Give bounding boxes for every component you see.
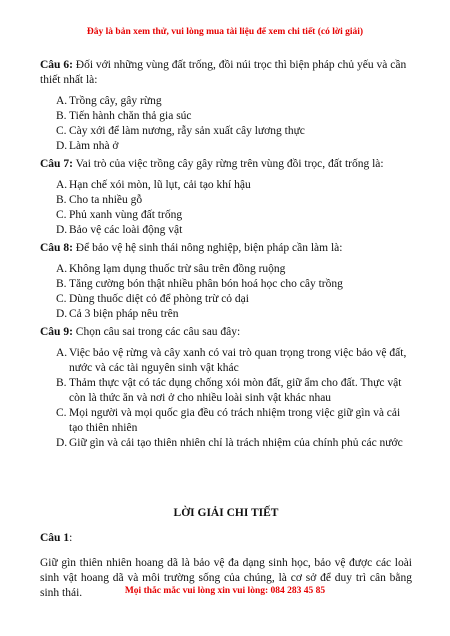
- option-letter: D.: [56, 224, 68, 236]
- question-stem: [40, 58, 412, 88]
- option-text: Bảo vệ các loài động vật: [69, 224, 183, 236]
- option-letter: D.: [56, 437, 68, 449]
- option-text: Dùng thuốc diệt cỏ để phòng trừ cỏ dại: [69, 293, 249, 305]
- answer-option: [56, 277, 412, 292]
- question-number: Câu 7:: [40, 158, 73, 170]
- option-text: Mọi người và mọi quốc gia đều có trách nhiệm trong việc giữ gìn và cải tạo thiên nhiên: [69, 407, 401, 434]
- option-letter: B.: [56, 194, 67, 206]
- option-text: Tiến hành chăn thả gia súc: [69, 110, 192, 122]
- answer-option: [56, 139, 412, 154]
- document-content: [40, 58, 412, 601]
- option-text: Phủ xanh vùng đất trống: [69, 209, 183, 221]
- answer-option: [56, 178, 412, 193]
- question-stem: [40, 325, 412, 340]
- answer-option: [56, 406, 412, 436]
- option-letter: B.: [56, 377, 67, 389]
- answer-question-label: [40, 531, 412, 546]
- option-text: Cày xới để làm nương, rẫy sản xuất cây lương thực: [69, 125, 305, 137]
- option-list: [40, 178, 412, 238]
- answer-option: [56, 193, 412, 208]
- option-letter: D.: [56, 140, 68, 152]
- contact-footer: Mọi thắc mắc vui lòng xin vui lòng: 084 283 45 85: [124, 586, 326, 596]
- option-letter: A.: [56, 347, 68, 359]
- answer-option: [56, 124, 412, 139]
- question-stem: [40, 157, 412, 172]
- question-text: Đối với những vùng đất trống, đồi núi trọc thì biện pháp chủ yếu và cần thiết nhất là:: [40, 59, 407, 86]
- question-list: [40, 58, 412, 451]
- question-text: Vai trò của việc trồng cây gây rừng trên vùng đồi trọc, đất trống là:: [75, 158, 384, 170]
- question-stem: [40, 241, 412, 256]
- answer-option: [56, 292, 412, 307]
- preview-banner: Đây là bản xem thử, vui lòng mua tài liệu để xem chi tiết (có lời giải): [86, 27, 364, 37]
- option-letter: C.: [56, 209, 67, 221]
- question-text: Chọn câu sai trong các câu sau đây:: [75, 326, 241, 338]
- option-list: [40, 94, 412, 154]
- option-letter: C.: [56, 293, 67, 305]
- answer-option: [56, 376, 412, 406]
- answer-option: [56, 94, 412, 109]
- option-text: Làm nhà ở: [69, 140, 119, 152]
- question-number: Câu 6:: [40, 59, 73, 71]
- option-letter: A.: [56, 263, 68, 275]
- answer-option: [56, 208, 412, 223]
- answer-section-title: LỜI GIẢI CHI TIẾT: [173, 507, 279, 519]
- option-list: [40, 262, 412, 322]
- answer-option: [56, 262, 412, 277]
- option-text: Tăng cường bón thật nhiều phân bón hoá học cho cây trồng: [69, 278, 343, 290]
- answer-q1-suffix: :: [69, 532, 73, 544]
- answer-paragraph: Giữ gìn thiên nhiên hoang dã là bảo vệ đa dạng sinh học, bảo vệ được các loài sinh vật hoang dã và môi trường sống của chúng, là cơ sở để duy trì cân bằng sinh thái.: [40, 557, 412, 599]
- question-number: Câu 9:: [40, 326, 73, 338]
- option-letter: D.: [56, 308, 68, 320]
- option-text: Hạn chế xói mòn, lũ lụt, cải tạo khí hậu: [69, 179, 251, 191]
- option-letter: C.: [56, 125, 67, 137]
- option-text: Thảm thực vật có tác dụng chống xói mòn đất, giữ ẩm cho đất. Thực vật còn là thức ăn và nơi ở cho nhiều loài sinh vật khác nhau: [69, 377, 402, 404]
- option-text: Cả 3 biện pháp nêu trên: [69, 308, 179, 320]
- answer-option: [56, 307, 412, 322]
- option-letter: B.: [56, 278, 67, 290]
- question-text: Để bảo vệ hệ sinh thái nông nghiệp, biện pháp cần làm là:: [75, 242, 343, 254]
- answer-option: [56, 109, 412, 124]
- option-text: Việc bảo vệ rừng và cây xanh có vai trò quan trọng trong việc bảo vệ đất, nước và các tài nguyên sinh vật khác: [69, 347, 407, 374]
- answer-option: [56, 223, 412, 238]
- option-letter: A.: [56, 95, 68, 107]
- option-text: Cho ta nhiều gỗ: [69, 194, 143, 206]
- option-letter: A.: [56, 179, 68, 191]
- option-text: Giữ gìn và cải tạo thiên nhiên chỉ là trách nhiệm của chính phủ các nước: [69, 437, 403, 449]
- option-letter: B.: [56, 110, 67, 122]
- answer-q1-label: Câu 1: [40, 532, 70, 544]
- option-text: Không lạm dụng thuốc trừ sâu trên đồng ruộng: [69, 263, 286, 275]
- option-list: [40, 346, 412, 451]
- option-text: Trồng cây, gây rừng: [69, 95, 162, 107]
- option-letter: C.: [56, 407, 67, 419]
- answer-option: [56, 346, 412, 376]
- answer-option: [56, 436, 412, 451]
- question-number: Câu 8:: [40, 242, 73, 254]
